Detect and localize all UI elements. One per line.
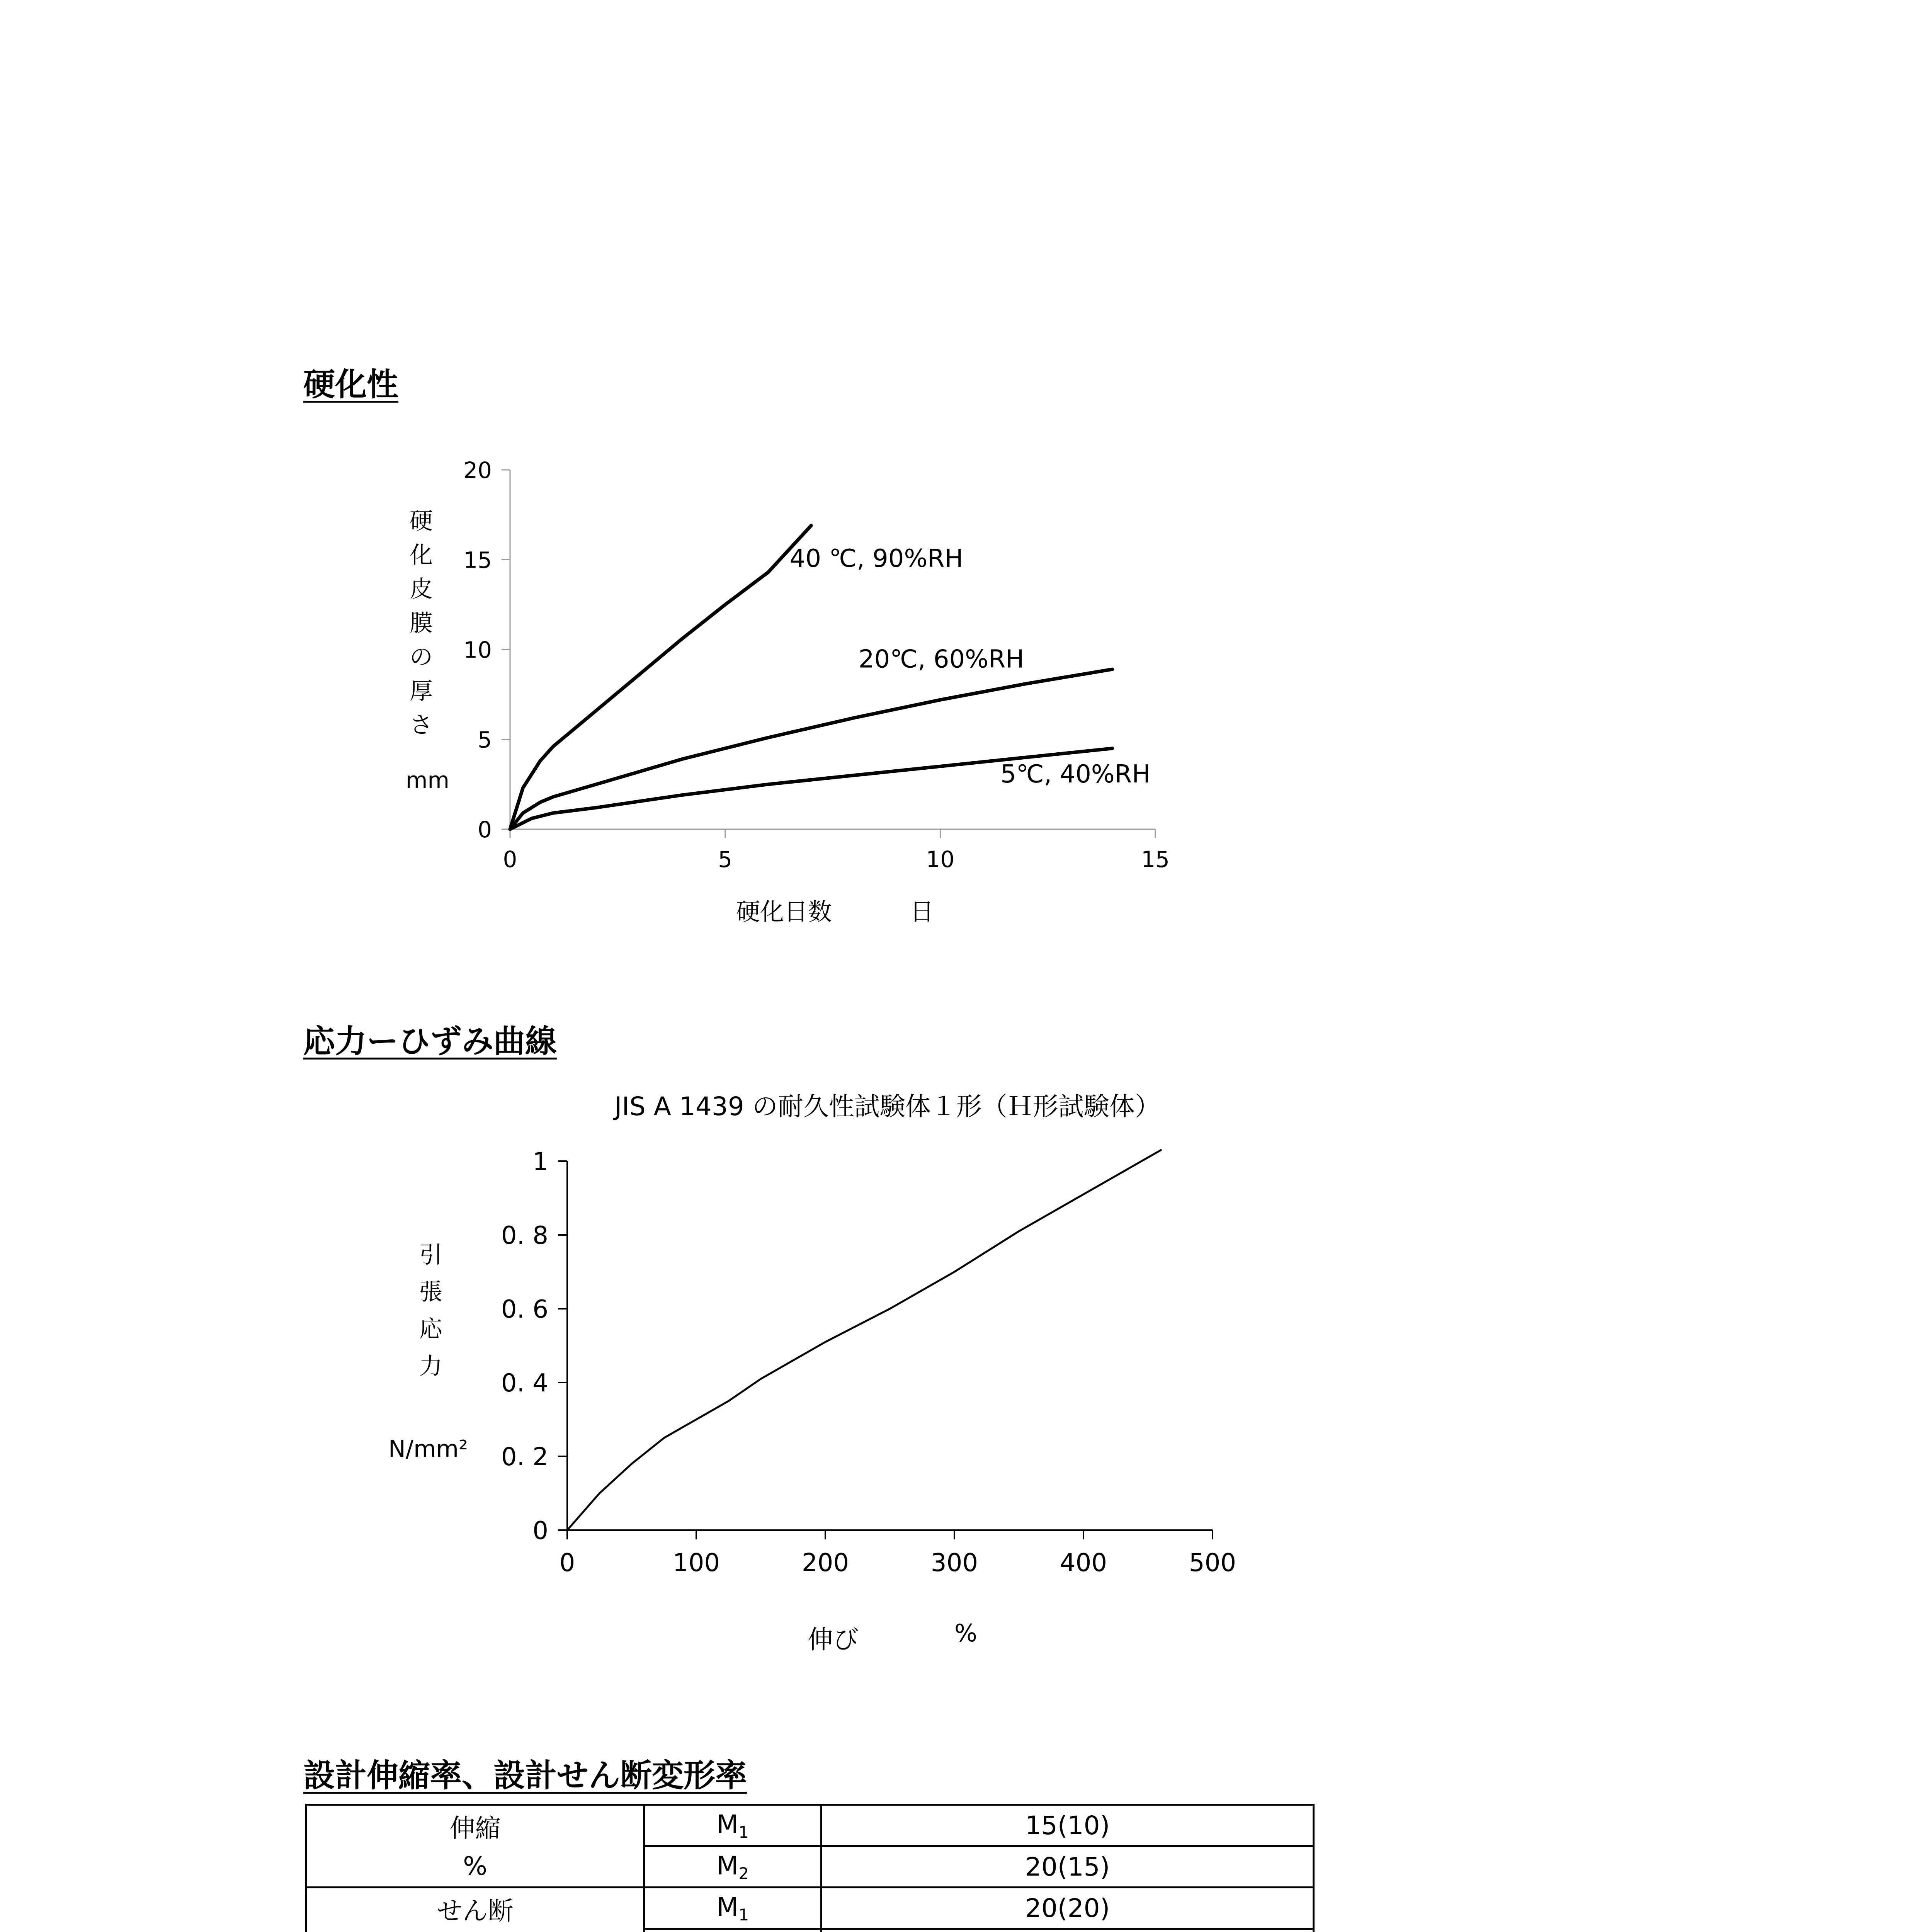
y-tick-label: 0 [478, 816, 492, 843]
coefficient-cell [644, 1805, 821, 1846]
chart1-ylabel-char: の [410, 644, 433, 671]
x-tick-label: 0 [559, 1549, 575, 1577]
x-tick-label: 400 [1060, 1549, 1107, 1577]
x-tick-label: 100 [672, 1549, 720, 1577]
section-title-curing: 硬化性 [303, 366, 399, 403]
table-row [306, 1888, 1314, 1929]
table-row [306, 1846, 1314, 1888]
chart1-ylabel-char: 化 [410, 542, 433, 569]
series-label: 40 ℃, 90%RH [789, 544, 963, 573]
x-tick-label: 200 [801, 1549, 849, 1577]
value-cell: 20(15) [821, 1846, 1314, 1888]
chart1-ylabel-char: 膜 [410, 610, 433, 637]
series-label: 20℃, 60%RH [858, 645, 1024, 674]
unit-cell [306, 1929, 644, 1932]
y-tick-label: 1 [532, 1148, 548, 1177]
chart2-xunit: % [954, 1619, 977, 1647]
coefficient-subscript: 2 [738, 1864, 749, 1883]
x-tick-label: 10 [926, 846, 955, 872]
x-tick-label: 5 [718, 846, 733, 872]
y-tick-label: 20 [463, 457, 492, 483]
chart2-xlabel: 伸び [808, 1625, 859, 1655]
coefficient-subscript: 1 [738, 1822, 749, 1842]
series-label: 5℃, 40%RH [1000, 760, 1151, 789]
y-tick-label: 0. 8 [501, 1221, 548, 1250]
unit-cell: % [306, 1846, 644, 1888]
x-tick-label: 15 [1141, 846, 1170, 872]
stress-strain-chart [444, 1121, 1275, 1604]
chart2-yunit: N/mm² [388, 1435, 468, 1463]
curing-chart [425, 456, 1217, 939]
coefficient-cell [644, 1846, 821, 1888]
chart1-ylabel-char: 皮 [410, 576, 433, 603]
value-cell: 15(10) [821, 1805, 1314, 1846]
chart1-ylabel-char: 硬 [410, 508, 433, 535]
category-cell: せん断 [306, 1888, 644, 1929]
chart2-ylabel-char: 力 [419, 1353, 442, 1380]
table-row [306, 1929, 1314, 1932]
section-title-stress-strain: 応力ーひずみ曲線 [303, 1023, 557, 1060]
coefficient-subscript: 1 [738, 1905, 749, 1924]
series-line [567, 1150, 1161, 1530]
value-cell: 20(20) [821, 1888, 1314, 1929]
section-title-design-rates: 設計伸縮率、設計せん断変形率 [303, 1757, 747, 1794]
y-tick-label: 0. 6 [501, 1295, 548, 1324]
coefficient-cell [644, 1888, 821, 1929]
chart1-yunit: mm [406, 767, 449, 793]
series-line [510, 669, 1112, 829]
coefficient-mark: M [716, 1892, 739, 1922]
coefficient-mark: M [716, 1809, 739, 1839]
chart1-ylabel-char: さ [410, 712, 433, 739]
y-tick-label: 0. 4 [501, 1369, 548, 1398]
y-tick-label: 10 [463, 636, 492, 663]
design-rate-table [305, 1804, 1315, 1932]
table-row [306, 1805, 1314, 1846]
category-cell: 伸縮 [306, 1805, 644, 1846]
x-tick-label: 500 [1189, 1549, 1236, 1577]
y-tick-label: 0 [532, 1517, 548, 1546]
chart2-ylabel-char: 応 [419, 1316, 442, 1343]
chart1-xunit: 日 [910, 898, 934, 926]
x-tick-label: 0 [503, 846, 517, 872]
chart2-ylabel-char: 張 [419, 1279, 442, 1306]
chart1-xlabel: 硬化日数 [736, 898, 832, 926]
chart2-ylabel [417, 1236, 444, 1385]
chart1-ylabel-char: 厚 [410, 678, 433, 705]
y-tick-label: 5 [478, 726, 492, 753]
coefficient-cell [644, 1929, 821, 1932]
coefficient-mark: M [716, 1850, 739, 1881]
chart2-ylabel-char: 引 [419, 1242, 442, 1269]
y-tick-label: 15 [463, 547, 492, 573]
chart2-title: JIS A 1439 の耐久性試験体１形（Ｈ形試験体） [614, 1092, 1160, 1121]
y-tick-label: 0. 2 [501, 1443, 548, 1472]
x-tick-label: 300 [930, 1549, 978, 1577]
value-cell [821, 1929, 1314, 1932]
